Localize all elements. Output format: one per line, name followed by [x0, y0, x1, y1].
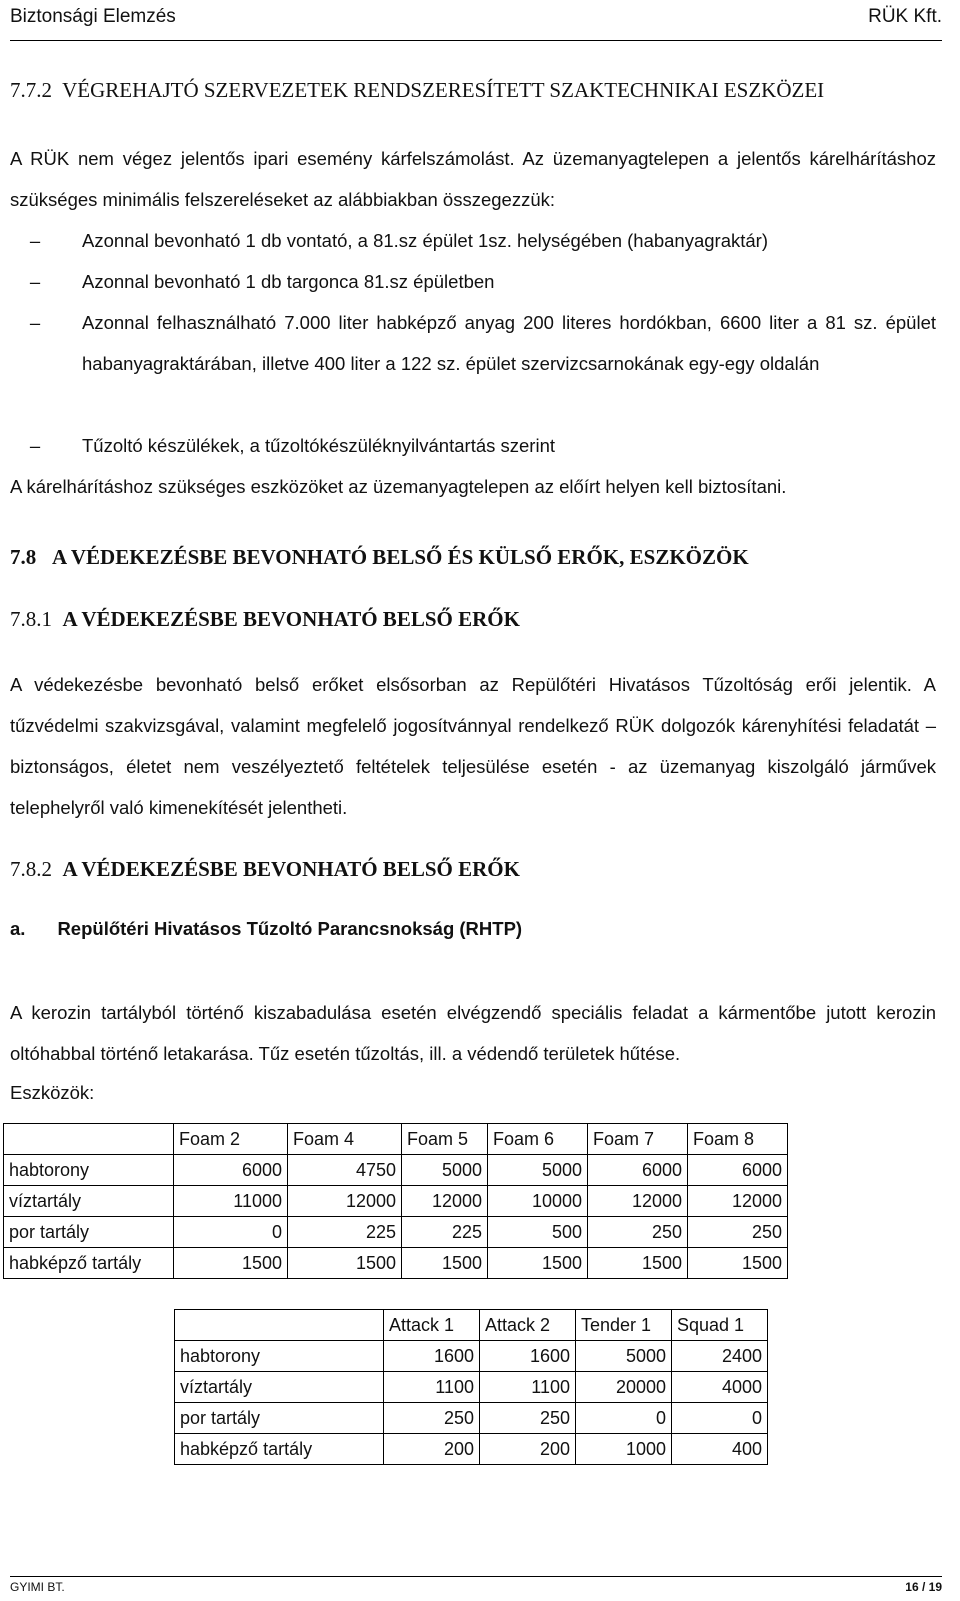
table-cell: 250	[688, 1217, 788, 1248]
table-cell: 5000	[576, 1341, 672, 1372]
table-row	[4, 1186, 788, 1217]
table-cell: 4000	[672, 1372, 768, 1403]
bullet-item: – Tűzoltó készülékek, a tűzoltókészüléknyilvántartás szerint	[10, 425, 936, 466]
column-header: Foam 6	[488, 1124, 588, 1155]
footer-company: GYIMI BT.	[10, 1580, 65, 1594]
table-cell: 12000	[588, 1186, 688, 1217]
table-cell: 250	[384, 1403, 480, 1434]
table-cell: 1500	[402, 1248, 488, 1279]
row-label: víztartály	[4, 1186, 174, 1217]
table-row	[175, 1341, 768, 1372]
column-header: Attack 2	[480, 1310, 576, 1341]
table-row	[175, 1403, 768, 1434]
table-cell: 5000	[402, 1155, 488, 1186]
section-title: VÉGREHAJTÓ SZERVEZETEK RENDSZERESÍTETT SZAKTECHNIKAI ESZKÖZEI	[62, 78, 825, 102]
column-header	[4, 1124, 174, 1155]
section-title: A VÉDEKEZÉSBE BEVONHATÓ BELSŐ ERŐK	[62, 857, 520, 881]
table-cell: 200	[384, 1434, 480, 1465]
section-number: 7.8.2	[10, 857, 52, 881]
table-cell: 11000	[174, 1186, 288, 1217]
bullet-text: Azonnal bevonható 1 db vontató, a 81.sz épület 1sz. helységében (habanyagraktár)	[82, 230, 768, 251]
table-cell: 6000	[688, 1155, 788, 1186]
paragraph-requirement: A kárelhárításhoz szükséges eszközöket az üzemanyagtelepen az előírt helyen kell biztosítani.	[10, 476, 787, 497]
section-7-8-2-heading	[10, 857, 520, 882]
table-cell: 5000	[488, 1155, 588, 1186]
section-7-7-2-heading	[10, 78, 824, 103]
table-cell: 2400	[672, 1341, 768, 1372]
table-row	[175, 1434, 768, 1465]
paragraph-intro: A RÜK nem végez jelentős ipari esemény kárfelszámolást. Az üzemanyagtelepen a jelentős kárelhárításhoz szükséges minimális felszereléseket az alábbiakban összegezzük:	[10, 148, 936, 210]
table-cell: 250	[588, 1217, 688, 1248]
header-title: Biztonsági Elemzés	[10, 6, 176, 27]
table-cell: 1600	[384, 1341, 480, 1372]
table-row	[175, 1372, 768, 1403]
table-row	[4, 1248, 788, 1279]
equipment-table-foam	[3, 1123, 788, 1279]
bullet-text: Azonnal felhasználható 7.000 liter habképző anyag 200 literes hordókban, 6600 liter a 81 sz. épület habanyagraktárában, illetve 400 liter a 122 sz. épület szervizcsarnokának egy-egy oldalán	[82, 312, 936, 374]
table-cell: 400	[672, 1434, 768, 1465]
bullet-item: – Azonnal bevonható 1 db targonca 81.sz épületben	[10, 261, 936, 302]
column-header: Squad 1	[672, 1310, 768, 1341]
section-number: 7.8.1	[10, 607, 52, 631]
equipment-table-vehicles	[174, 1309, 768, 1465]
paragraph-internal-forces: A védekezésbe bevonható belső erőket elsősorban az Repülőtéri Hivatásos Tűzoltóság erői jelentik. A tűzvédelmi szakvizsgával, valamint megfelelő jogosítvánnyal rendelkező RÜK dolgozók kárenyhítési feladatát – biztonságos, életet nem veszélyeztető feltételek teljesülése esetén - az üzemanyag kiszolgáló járművek telephelyről való kimenekítését jelentheti.	[10, 674, 936, 818]
column-header: Foam 7	[588, 1124, 688, 1155]
section-title: A VÉDEKEZÉSBE BEVONHATÓ BELSŐ ÉS KÜLSŐ ERŐK, ESZKÖZÖK	[52, 545, 749, 569]
tools-label: Eszközök:	[10, 1082, 95, 1103]
table-cell: 20000	[576, 1372, 672, 1403]
table-cell: 0	[576, 1403, 672, 1434]
table-cell: 250	[480, 1403, 576, 1434]
table-cell: 6000	[174, 1155, 288, 1186]
table-cell: 1100	[480, 1372, 576, 1403]
row-label: habtorony	[4, 1155, 174, 1186]
table-cell: 1500	[288, 1248, 402, 1279]
column-header: Tender 1	[576, 1310, 672, 1341]
table-cell: 1000	[576, 1434, 672, 1465]
bullet-text: Tűzoltó készülékek, a tűzoltókészüléknyilvántartás szerint	[82, 435, 555, 456]
column-header: Foam 8	[688, 1124, 788, 1155]
section-number: 7.8	[10, 545, 37, 569]
section-7-8-heading	[10, 545, 749, 570]
table-cell: 1500	[688, 1248, 788, 1279]
column-header: Foam 5	[402, 1124, 488, 1155]
table-row	[4, 1217, 788, 1248]
column-header: Attack 1	[384, 1310, 480, 1341]
column-header	[175, 1310, 384, 1341]
table-cell: 0	[174, 1217, 288, 1248]
row-label: víztartály	[175, 1372, 384, 1403]
table-row	[4, 1155, 788, 1186]
subsection-a-heading	[10, 918, 522, 940]
table-cell: 1500	[488, 1248, 588, 1279]
table-cell: 1500	[174, 1248, 288, 1279]
table-cell: 0	[672, 1403, 768, 1434]
bullet-text: Azonnal bevonható 1 db targonca 81.sz épületben	[82, 271, 495, 292]
subsection-title: Repülőtéri Hivatásos Tűzoltó Parancsnokság (RHTP)	[57, 918, 523, 939]
row-label: habtorony	[175, 1341, 384, 1372]
column-header: Foam 4	[288, 1124, 402, 1155]
section-title: A VÉDEKEZÉSBE BEVONHATÓ BELSŐ ERŐK	[62, 607, 520, 631]
section-number: 7.7.2	[10, 78, 52, 102]
subsection-letter: a.	[10, 918, 26, 939]
table-cell: 12000	[688, 1186, 788, 1217]
table-cell: 225	[402, 1217, 488, 1248]
page-footer	[10, 1576, 942, 1594]
page-number: 16 / 19	[905, 1580, 942, 1594]
table-cell: 12000	[402, 1186, 488, 1217]
table-header-row	[175, 1310, 768, 1341]
table-cell: 6000	[588, 1155, 688, 1186]
row-label: por tartály	[4, 1217, 174, 1248]
table-cell: 12000	[288, 1186, 402, 1217]
table-cell: 1500	[588, 1248, 688, 1279]
row-label: habképző tartály	[4, 1248, 174, 1279]
section-7-8-1-heading	[10, 607, 520, 632]
bullet-item: – Azonnal bevonható 1 db vontató, a 81.sz épület 1sz. helységében (habanyagraktár)	[10, 220, 936, 261]
page-header	[10, 2, 942, 41]
table-cell: 225	[288, 1217, 402, 1248]
table-cell: 200	[480, 1434, 576, 1465]
column-header: Foam 2	[174, 1124, 288, 1155]
row-label: habképző tartály	[175, 1434, 384, 1465]
table-cell: 10000	[488, 1186, 588, 1217]
table-cell: 1100	[384, 1372, 480, 1403]
table-cell: 1600	[480, 1341, 576, 1372]
bullet-item: – Azonnal felhasználható 7.000 liter habképző anyag 200 literes hordókban, 6600 liter a 81 sz. épület habanyagraktárában, illetve 400 liter a 122 sz. épület szervizcsarnokának egy-egy oldalán	[10, 302, 936, 384]
table-header-row	[4, 1124, 788, 1155]
table-cell: 4750	[288, 1155, 402, 1186]
header-company: RÜK Kft.	[868, 6, 942, 27]
paragraph-kerozin: A kerozin tartályból történő kiszabadulása esetén elvégzendő speciális feladat a kármentőbe jutott kerozin oltóhabbal történő letakarása. Tűz esetén tűzoltás, ill. a védendő területek hűtése.	[10, 1002, 936, 1064]
table-cell: 500	[488, 1217, 588, 1248]
row-label: por tartály	[175, 1403, 384, 1434]
